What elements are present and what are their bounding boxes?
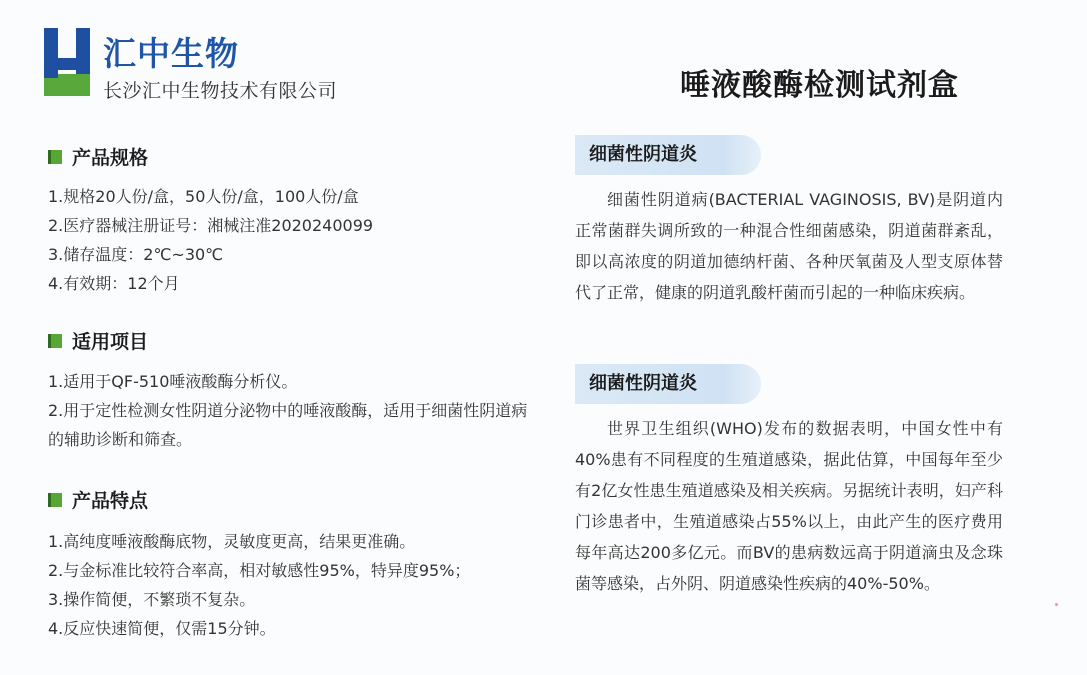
section-heading-specs [48,143,148,170]
section-title: 产品规格 [72,147,149,169]
list-item: 2.与金标准比较符合率高，相对敏感性95%，特异度95%； [48,561,471,580]
list-item: 4.有效期：12个月 [48,274,180,293]
company-logo [44,28,90,96]
info-paragraph: 细菌性阴道病(BACTERIAL VAGINOSIS, BV)是阴道内正常菌群失调所致的一种混合性细菌感染，阴道菌群紊乱，即以高浓度的阴道加德纳杆菌、各种厌氧菌及人型支原体替代了正常，健康的阴道乳酸杆菌而引起的一种临床疾病。 [575,190,1003,302]
list-item: 3.操作简便，不繁琐不复杂。 [48,590,256,609]
print-speck [1055,603,1058,606]
list-item: 1.高纯度唾液酸酶底物，灵敏度更高，结果更准确。 [48,532,416,551]
section-title: 产品特点 [72,490,149,512]
list-item: 2.医疗器械注册证号：湘械注准2020240099 [48,216,374,235]
section-heading-features [48,486,148,513]
brand-name: 汇中生物 [103,34,239,73]
info-heading-pill [575,135,761,175]
section-marker-icon [48,150,62,164]
company-name: 长沙汇中生物技术有限公司 [103,80,338,102]
info-heading-pill [575,364,761,404]
list-item: 1.适用于QF-510唾液酸酶分析仪。 [48,372,298,391]
section-heading-applications [48,327,148,354]
product-title: 唾液酸酶检测试剂盒 [680,68,959,103]
list-item: 4.反应快速简便，仅需15分钟。 [48,619,276,638]
info-heading: 细菌性阴道炎 [589,373,697,394]
list-item: 3.储存温度：2℃~30℃ [48,245,224,264]
applications-list [48,367,538,454]
section-title: 适用项目 [72,331,149,353]
info-heading: 细菌性阴道炎 [589,144,697,165]
section-marker-icon [48,334,62,348]
features-list [48,527,470,643]
info-paragraph: 世界卫生组织(WHO)发布的数据表明，中国女性中有40%患有不同程度的生殖道感染，据此估算，中国每年至少有2亿女性患生殖道感染及相关疾病。另据统计表明，妇产科门诊患者中，生殖道感染占55%以上，由此产生的医疗费用每年高达200多亿元。而BV的患病数远高于阴道滴虫及念珠菌等感染，占外阴、阴道感染性疾病的40%-50%。 [575,419,1003,593]
list-item: 2.用于定性检测女性阴道分泌物中的唾液酸酶，适用于细菌性阴道病的辅助诊断和筛查。 [48,401,528,449]
list-item: 1.规格20人份/盒，50人份/盒，100人份/盒 [48,187,359,206]
specs-list [48,182,373,298]
section-marker-icon [48,493,62,507]
